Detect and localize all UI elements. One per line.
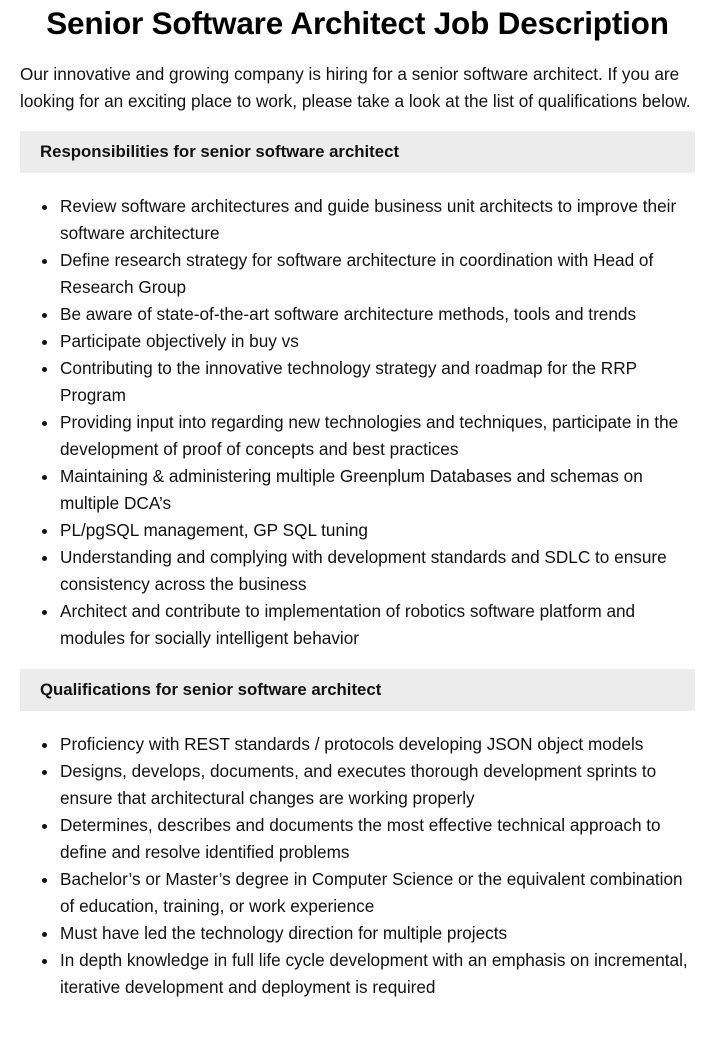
- list-item: In depth knowledge in full life cycle development with an emphasis on incremental, iterative development and deployment is required: [60, 947, 695, 1001]
- list-item: Architect and contribute to implementation of robotics software platform and modules for socially intelligent behavior: [60, 598, 695, 652]
- qualifications-list: [20, 731, 695, 1001]
- bullet-icon: [42, 932, 47, 937]
- bullet-icon: [42, 475, 47, 480]
- bullet-icon: [42, 421, 47, 426]
- qualifications-heading: Qualifications for senior software architect: [40, 680, 382, 699]
- bullet-icon: [42, 259, 47, 264]
- list-item: Determines, describes and documents the most effective technical approach to define and resolve identified problems: [60, 812, 695, 866]
- list-item: Providing input into regarding new technologies and techniques, participate in the development of proof of concepts and best practices: [60, 409, 695, 463]
- list-item: Define research strategy for software architecture in coordination with Head of Research Group: [60, 247, 695, 301]
- list-item: Participate objectively in buy vs: [60, 328, 695, 355]
- list-item: Review software architectures and guide business unit architects to improve their software architecture: [60, 193, 695, 247]
- list-item: Be aware of state-of-the-art software architecture methods, tools and trends: [60, 301, 695, 328]
- list-item: Contributing to the innovative technology strategy and roadmap for the RRP Program: [60, 355, 695, 409]
- bullet-icon: [42, 770, 47, 775]
- list-item: Designs, develops, documents, and executes thorough development sprints to ensure that architectural changes are working properly: [60, 758, 695, 812]
- responsibilities-header: [20, 131, 695, 173]
- bullet-icon: [42, 556, 47, 561]
- bullet-icon: [42, 367, 47, 372]
- list-item: Maintaining & administering multiple Greenplum Databases and schemas on multiple DCA’s: [60, 463, 695, 517]
- list-item: Proficiency with REST standards / protocols developing JSON object models: [60, 731, 695, 758]
- bullet-icon: [42, 205, 47, 210]
- bullet-icon: [42, 824, 47, 829]
- list-item: Bachelor’s or Master’s degree in Computer Science or the equivalent combination of education, training, or work experience: [60, 866, 695, 920]
- intro-paragraph: Our innovative and growing company is hiring for a senior software architect. If you are looking for an exciting place to work, please take a look at the list of qualifications below.: [20, 64, 691, 111]
- list-item: Must have led the technology direction for multiple projects: [60, 920, 695, 947]
- bullet-icon: [42, 959, 47, 964]
- bullet-icon: [42, 529, 47, 534]
- page-title: Senior Software Architect Job Description: [46, 5, 669, 41]
- list-item: Understanding and complying with development standards and SDLC to ensure consistency across the business: [60, 544, 695, 598]
- qualifications-header: [20, 669, 695, 711]
- bullet-icon: [42, 610, 47, 615]
- bullet-icon: [42, 340, 47, 345]
- responsibilities-heading: Responsibilities for senior software architect: [40, 142, 400, 161]
- bullet-icon: [42, 878, 47, 883]
- responsibilities-list: [20, 193, 695, 652]
- bullet-icon: [42, 743, 47, 748]
- list-item: PL/pgSQL management, GP SQL tuning: [60, 517, 695, 544]
- bullet-icon: [42, 313, 47, 318]
